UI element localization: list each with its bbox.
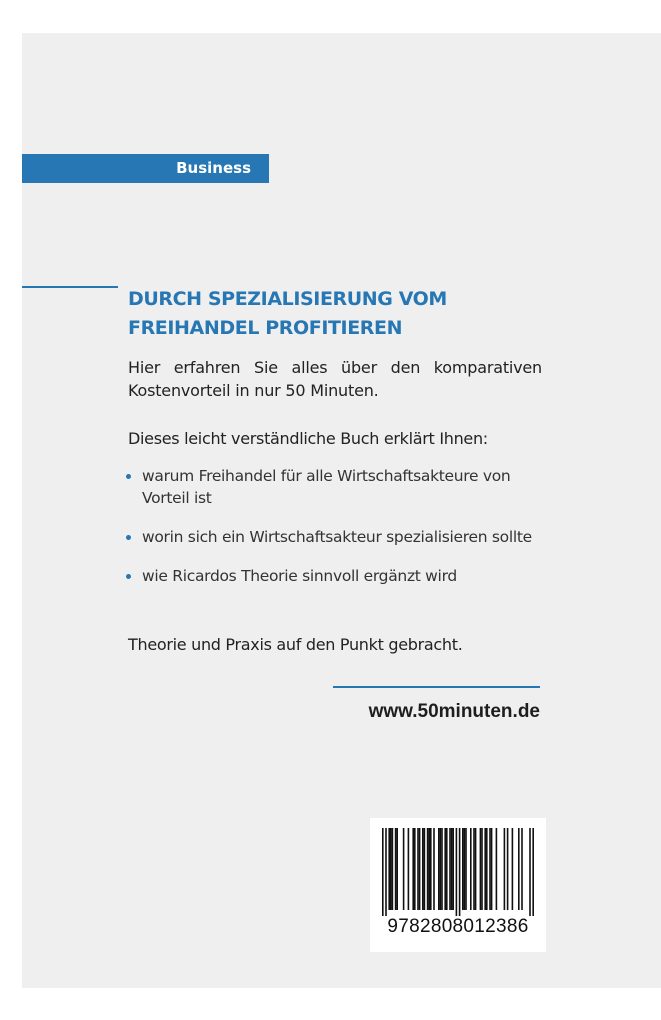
barcode-bar (473, 828, 475, 910)
barcode-bars (370, 818, 546, 918)
barcode-bar (430, 828, 432, 910)
barcode-bar (414, 828, 416, 910)
barcode-bar (496, 828, 498, 910)
barcode-bar (452, 828, 454, 910)
website-url: www.50minuten.de (368, 701, 540, 722)
barcode-bar (480, 828, 482, 910)
barcode-bar (424, 828, 426, 910)
barcode-bar (446, 828, 448, 910)
barcode-bar (441, 828, 443, 910)
barcode-bar (532, 828, 534, 916)
barcode-bar (449, 828, 451, 910)
barcode-bar (385, 828, 387, 916)
barcode-bar (412, 828, 414, 910)
category-banner (22, 154, 269, 183)
barcode-bar (433, 828, 435, 910)
category-label: Business (176, 159, 251, 177)
bullet-dot-icon (126, 474, 131, 479)
bullet-list (126, 465, 546, 604)
bullet-dot-icon (126, 574, 131, 579)
barcode-bar (491, 828, 493, 910)
barcode-bar (462, 828, 464, 910)
barcode-bar (444, 828, 446, 910)
barcode-bar (507, 828, 509, 910)
lead-text: Dieses leicht verständliche Buch erklärt Ihnen: (128, 429, 488, 448)
barcode-bar (422, 828, 424, 910)
barcode-bar (390, 828, 392, 910)
website-accent-rule (333, 686, 540, 688)
barcode-bar (521, 828, 523, 910)
barcode-bar (403, 828, 405, 910)
barcode-bar (464, 828, 466, 910)
barcode-bar (529, 828, 531, 916)
bullet-item (126, 526, 546, 548)
barcode-bar (396, 828, 398, 910)
intro-text: Hier erfahren Sie alles über den komparativen Kostenvorteil in nur 50 Minuten. (128, 358, 542, 400)
bullet-text: worin sich ein Wirtschaftsakteur spezialisieren sollte (142, 528, 532, 546)
barcode-bar (392, 828, 394, 910)
barcode-bar (486, 828, 488, 910)
barcode-bar (440, 828, 442, 910)
bullet-dot-icon (126, 535, 131, 540)
barcode-bar (456, 828, 458, 916)
barcode-bar (428, 828, 430, 910)
barcode-bar (470, 828, 472, 910)
isbn-barcode (370, 818, 546, 952)
barcode-bar (438, 828, 440, 910)
barcode-bar (419, 828, 421, 910)
barcode-bar (484, 828, 486, 910)
barcode-bar (465, 828, 467, 910)
headline-accent-rule (22, 286, 118, 288)
barcode-bar (504, 828, 506, 910)
book-back-cover (22, 33, 661, 988)
bullet-text: warum Freihandel für alle Wirtschaftsakteure von Vorteil ist (142, 467, 511, 507)
closing-text: Theorie und Praxis auf den Punkt gebracht. (128, 635, 463, 654)
bullet-item (126, 465, 546, 509)
barcode-bar (417, 828, 419, 910)
barcode-bar (451, 828, 453, 910)
headline: DURCH SPEZIALISIERUNG VOM FREIHANDEL PROFITIEREN (128, 288, 447, 339)
barcode-bar (459, 828, 461, 916)
barcode-bar (427, 828, 429, 910)
isbn-number: 9782808012386 (387, 916, 529, 937)
bullet-item (126, 565, 546, 587)
barcode-bar (481, 828, 483, 910)
barcode-bar (408, 828, 410, 910)
bullet-text: wie Ricardos Theorie sinnvoll ergänzt wird (142, 567, 457, 585)
barcode-bar (395, 828, 397, 910)
barcode-bar (382, 828, 384, 916)
barcode-bar (512, 828, 514, 910)
barcode-bar (388, 828, 390, 910)
barcode-bar (489, 828, 491, 910)
barcode-bar (518, 828, 520, 910)
barcode-bar (475, 828, 477, 910)
